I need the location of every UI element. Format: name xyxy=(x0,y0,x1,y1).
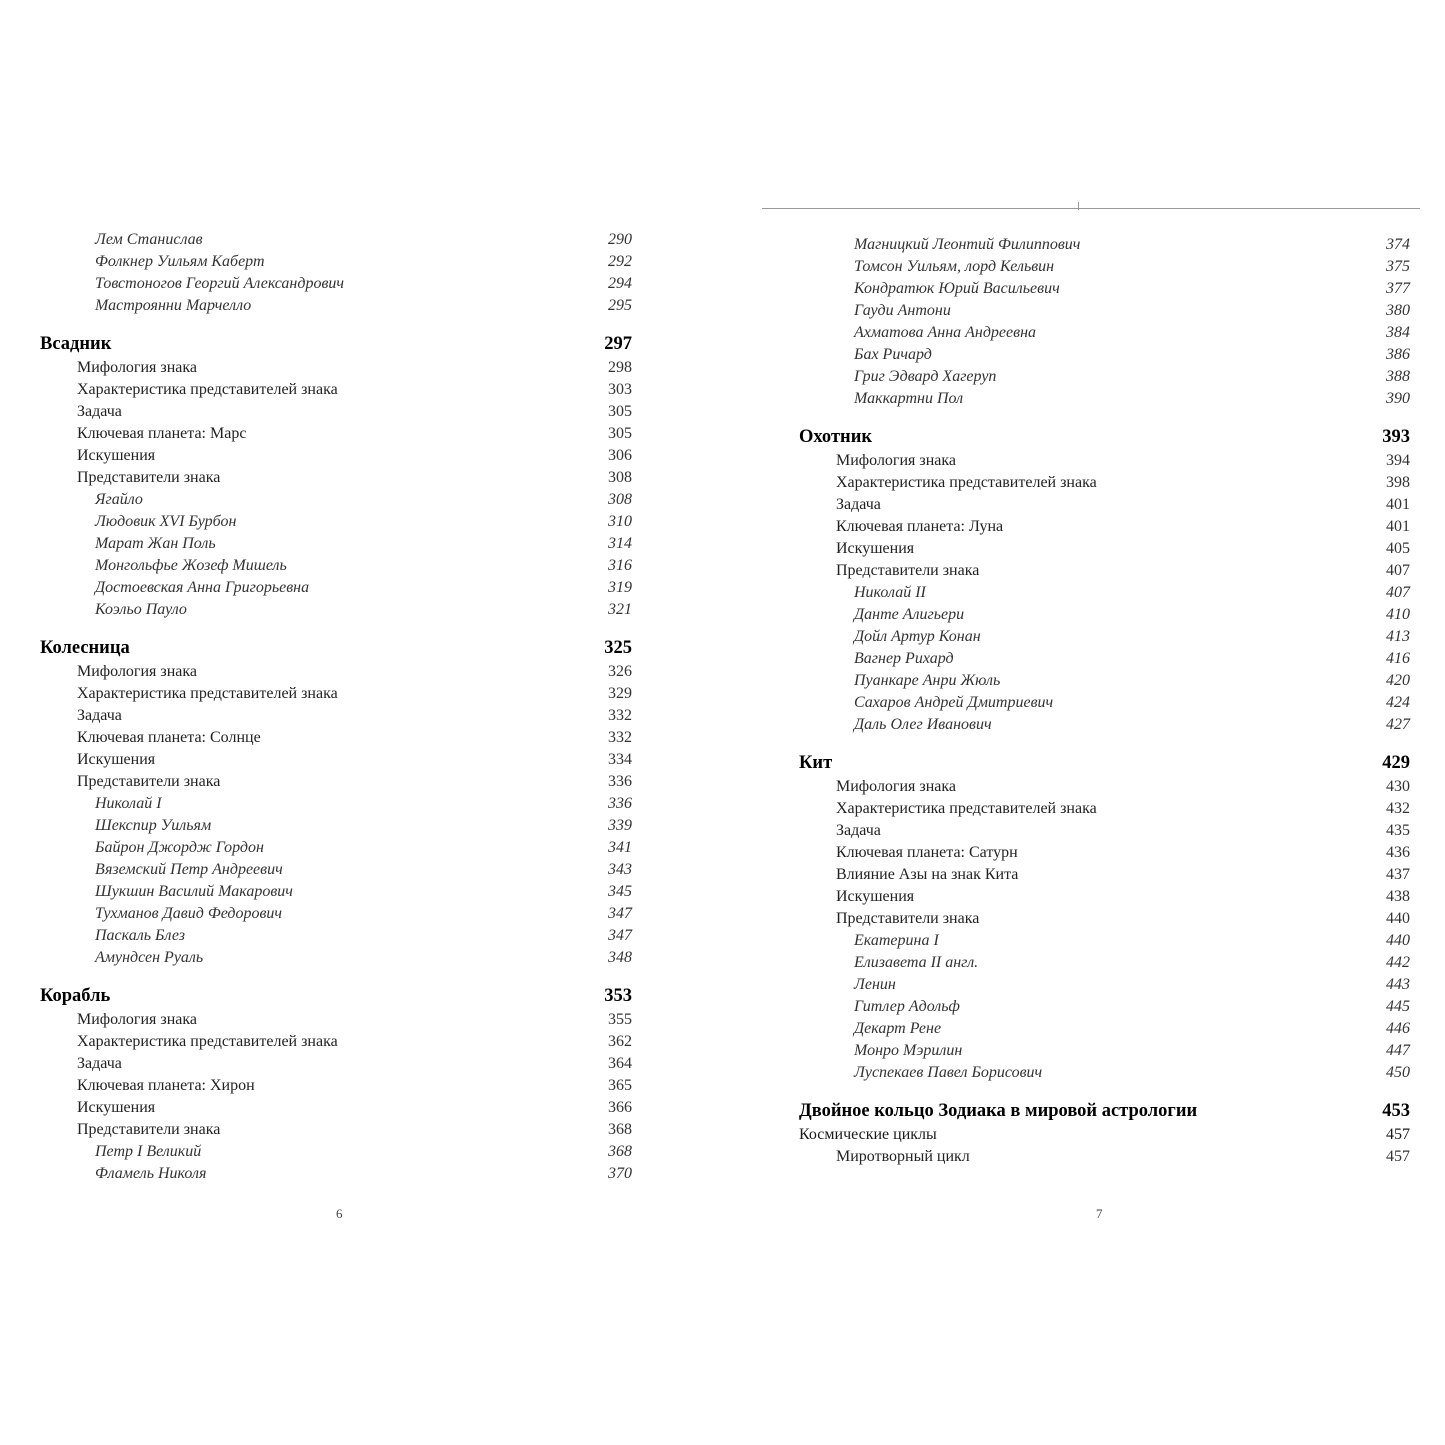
toc-subsection-entry xyxy=(799,776,1410,798)
toc-entry-page: 294 xyxy=(608,275,632,292)
toc-entry-page: 450 xyxy=(1386,1064,1410,1081)
toc-entry-title: Монро Мэрилин xyxy=(854,1042,963,1059)
toc-entry-title: Мифология знака xyxy=(77,663,198,680)
toc-entry-title: Мифология знака xyxy=(836,778,957,795)
toc-entry-page: 341 xyxy=(608,839,632,856)
toc-entry-title: Задача xyxy=(77,707,122,724)
toc-entry-title: Характеристика представителей знака xyxy=(77,381,338,398)
toc-subsection-entry xyxy=(799,450,1410,472)
toc-entry-title: Задача xyxy=(836,822,881,839)
toc-entry-page: 374 xyxy=(1386,236,1410,253)
toc-person-entry xyxy=(799,996,1410,1018)
toc-entry-title: Корабль xyxy=(40,986,111,1006)
section-spacer xyxy=(40,621,632,635)
toc-entry-page: 345 xyxy=(608,883,632,900)
toc-entry-title: Шукшин Василий Макарович xyxy=(95,883,293,900)
toc-entry-page: 355 xyxy=(608,1011,632,1028)
toc-entry-page: 446 xyxy=(1386,1020,1410,1037)
toc-entry-page: 380 xyxy=(1386,302,1410,319)
section-spacer xyxy=(799,1084,1410,1098)
toc-subsection-entry xyxy=(40,749,632,771)
toc-section-entry xyxy=(799,750,1410,776)
toc-entry-title: Петр I Великий xyxy=(95,1143,202,1160)
toc-entry-title: Николай II xyxy=(854,584,926,601)
toc-entry-title: Коэльо Пауло xyxy=(95,601,187,618)
toc-entry-title: Представители знака xyxy=(77,773,221,790)
section-spacer xyxy=(799,410,1410,424)
toc-entry-title: Томсон Уильям, лорд Кельвин xyxy=(854,258,1055,275)
toc-entry-title: Людовик XVI Бурбон xyxy=(95,513,237,530)
toc-entry-title: Монгольфье Жозеф Мишель xyxy=(95,557,287,574)
toc-person-entry xyxy=(799,714,1410,736)
toc-entry-title: Даль Олег Иванович xyxy=(854,716,992,733)
toc-entry-page: 432 xyxy=(1386,800,1410,817)
toc-entry-title: Екатерина I xyxy=(854,932,939,949)
toc-person-entry xyxy=(799,974,1410,996)
toc-subsection-entry xyxy=(799,494,1410,516)
toc-entry-page: 366 xyxy=(608,1099,632,1116)
toc-person-entry xyxy=(40,925,632,947)
toc-subsection-entry xyxy=(40,683,632,705)
toc-entry-title: Всадник xyxy=(40,334,112,354)
toc-entry-title: Паскаль Блез xyxy=(95,927,185,944)
toc-entry-title: Характеристика представителей знака xyxy=(836,800,1097,817)
toc-subsection-entry xyxy=(40,661,632,683)
toc-entry-page: 384 xyxy=(1386,324,1410,341)
toc-entry-page: 429 xyxy=(1382,753,1410,773)
toc-person-entry xyxy=(799,388,1410,410)
toc-entry-title: Задача xyxy=(77,1055,122,1072)
toc-person-entry xyxy=(40,555,632,577)
header-rule-tick xyxy=(1078,202,1079,210)
toc-entry-title: Ленин xyxy=(854,976,896,993)
toc-entry-page: 305 xyxy=(608,403,632,420)
toc-entry-title: Искушения xyxy=(77,751,156,768)
toc-entry-title: Гитлер Адольф xyxy=(854,998,960,1015)
toc-person-entry xyxy=(799,1062,1410,1084)
right-page xyxy=(722,0,1445,1445)
toc-entry-title: Характеристика представителей знака xyxy=(77,685,338,702)
toc-subsection-entry xyxy=(799,886,1410,908)
toc-person-entry xyxy=(799,582,1410,604)
toc-entry-title: Марат Жан Поль xyxy=(95,535,216,552)
toc-entry-title: Байрон Джордж Гордон xyxy=(95,839,264,856)
toc-entry-page: 386 xyxy=(1386,346,1410,363)
toc-entry-page: 390 xyxy=(1386,390,1410,407)
toc-entry-page: 440 xyxy=(1386,910,1410,927)
toc-entry-title: Мифология знака xyxy=(836,452,957,469)
toc-person-entry xyxy=(40,489,632,511)
page-number-right: 7 xyxy=(1096,1206,1103,1221)
toc-entry-title: Григ Эдвард Хагеруп xyxy=(854,368,997,385)
toc-entry-page: 303 xyxy=(608,381,632,398)
toc-entry-page: 332 xyxy=(608,729,632,746)
toc-entry-title: Искушения xyxy=(836,540,915,557)
toc-entry-title: Пуанкаре Анри Жюль xyxy=(854,672,1001,689)
toc-entry-page: 457 xyxy=(1386,1126,1410,1143)
toc-entry-page: 306 xyxy=(608,447,632,464)
toc-entry-title: Тухманов Давид Федорович xyxy=(95,905,283,922)
toc-entry-page: 377 xyxy=(1386,280,1410,297)
toc-subsection-entry xyxy=(40,1119,632,1141)
toc-entry-page: 407 xyxy=(1386,584,1410,601)
toc-entry-page: 440 xyxy=(1386,932,1410,949)
toc-entry-title: Характеристика представителей знака xyxy=(836,474,1097,491)
toc-entry-title: Шекспир Уильям xyxy=(95,817,212,834)
toc-entry-page: 388 xyxy=(1386,368,1410,385)
toc-entry-page: 368 xyxy=(608,1121,632,1138)
table-of-contents-right xyxy=(799,234,1410,1168)
toc-person-entry xyxy=(40,295,632,317)
toc-section-entry xyxy=(40,331,632,357)
toc-person-entry xyxy=(799,1040,1410,1062)
toc-entry-page: 339 xyxy=(608,817,632,834)
toc-entry-page: 416 xyxy=(1386,650,1410,667)
left-page xyxy=(0,0,722,1445)
toc-entry-page: 436 xyxy=(1386,844,1410,861)
toc-entry-page: 457 xyxy=(1386,1148,1410,1165)
toc-entry-title: Ягайло xyxy=(95,491,143,508)
toc-entry-title: Мифология знака xyxy=(77,359,198,376)
toc-subsection-entry xyxy=(40,727,632,749)
toc-entry-title: Представители знака xyxy=(836,562,980,579)
toc-subsection-entry xyxy=(799,864,1410,886)
toc-entry-title: Данте Алигьери xyxy=(854,606,965,623)
toc-entry-page: 348 xyxy=(608,949,632,966)
toc-entry-title: Ахматова Анна Андреевна xyxy=(854,324,1037,341)
toc-person-entry xyxy=(799,322,1410,344)
toc-person-entry xyxy=(799,234,1410,256)
toc-person-entry xyxy=(799,278,1410,300)
toc-entry-page: 298 xyxy=(608,359,632,376)
toc-person-entry xyxy=(799,604,1410,626)
toc-entry-title: Задача xyxy=(836,496,881,513)
toc-section-entry xyxy=(40,635,632,661)
toc-entry-page: 321 xyxy=(608,601,632,618)
toc-entry-title: Космические циклы xyxy=(799,1126,937,1143)
toc-person-entry xyxy=(40,881,632,903)
toc-person-entry xyxy=(799,256,1410,278)
toc-entry-page: 407 xyxy=(1386,562,1410,579)
toc-entry-page: 394 xyxy=(1386,452,1410,469)
toc-entry-title: Представители знака xyxy=(836,910,980,927)
toc-entry-page: 332 xyxy=(608,707,632,724)
toc-entry-page: 420 xyxy=(1386,672,1410,689)
toc-entry-page: 393 xyxy=(1382,427,1410,447)
toc-entry-title: Ключевая планета: Сатурн xyxy=(836,844,1018,861)
toc-entry-page: 347 xyxy=(608,927,632,944)
toc-subsection-entry xyxy=(799,908,1410,930)
toc-entry-title: Искушения xyxy=(77,1099,156,1116)
toc-entry-title: Искушения xyxy=(77,447,156,464)
toc-subsection-entry xyxy=(40,445,632,467)
toc-person-entry xyxy=(40,903,632,925)
toc-person-entry xyxy=(799,300,1410,322)
toc-entry-title: Декарт Рене xyxy=(854,1020,942,1037)
toc-entry-page: 319 xyxy=(608,579,632,596)
toc-entry-title: Задача xyxy=(77,403,122,420)
toc-subsection-entry xyxy=(799,1146,1410,1168)
toc-entry-title: Представители знака xyxy=(77,469,221,486)
toc-entry-title: Дойл Артур Конан xyxy=(854,628,981,645)
toc-person-entry xyxy=(40,1163,632,1185)
toc-entry-title: Луспекаев Павел Борисович xyxy=(854,1064,1043,1081)
toc-subsection-entry xyxy=(40,357,632,379)
header-rule xyxy=(762,208,1420,209)
page-number-left: 6 xyxy=(336,1206,343,1221)
toc-entry-page: 290 xyxy=(608,231,632,248)
toc-entry-title: Ключевая планета: Марс xyxy=(77,425,247,442)
toc-entry-page: 308 xyxy=(608,469,632,486)
toc-entry-title: Амундсен Руаль xyxy=(95,949,204,966)
toc-person-entry xyxy=(40,793,632,815)
toc-entry-page: 427 xyxy=(1386,716,1410,733)
toc-section-entry xyxy=(799,424,1410,450)
toc-entry-page: 424 xyxy=(1386,694,1410,711)
toc-section-entry xyxy=(40,983,632,1009)
toc-entry-title: Вяземский Петр Андреевич xyxy=(95,861,283,878)
toc-entry-title: Бах Ричард xyxy=(854,346,932,363)
toc-entry-page: 443 xyxy=(1386,976,1410,993)
toc-person-entry xyxy=(40,815,632,837)
toc-entry-title: Охотник xyxy=(799,427,873,447)
toc-entry-title: Мастроянни Марчелло xyxy=(95,297,252,314)
toc-entry-title: Маккартни Пол xyxy=(854,390,964,407)
section-spacer xyxy=(799,736,1410,750)
toc-entry-page: 336 xyxy=(608,795,632,812)
toc-entry-title: Достоевская Анна Григорьевна xyxy=(95,579,310,596)
toc-entry-title: Представители знака xyxy=(77,1121,221,1138)
toc-person-entry xyxy=(799,366,1410,388)
toc-entry-page: 370 xyxy=(608,1165,632,1182)
toc-entry-page: 310 xyxy=(608,513,632,530)
toc-entry-page: 438 xyxy=(1386,888,1410,905)
toc-person-entry xyxy=(799,626,1410,648)
toc-entry-page: 353 xyxy=(604,986,632,1006)
toc-subsection-entry xyxy=(40,705,632,727)
toc-entry-title: Колесница xyxy=(40,638,130,658)
toc-person-entry xyxy=(40,273,632,295)
toc-entry-title: Ключевая планета: Хирон xyxy=(77,1077,255,1094)
toc-subsection-entry xyxy=(40,401,632,423)
toc-subsection-entry xyxy=(40,1009,632,1031)
toc-entry-page: 435 xyxy=(1386,822,1410,839)
toc-entry-page: 375 xyxy=(1386,258,1410,275)
toc-entry-page: 364 xyxy=(608,1055,632,1072)
toc-subsection-entry xyxy=(40,423,632,445)
toc-entry-page: 447 xyxy=(1386,1042,1410,1059)
toc-entry-page: 343 xyxy=(608,861,632,878)
toc-entry-page: 308 xyxy=(608,491,632,508)
toc-entry-title: Характеристика представителей знака xyxy=(77,1033,338,1050)
toc-entry-page: 314 xyxy=(608,535,632,552)
toc-entry-page: 326 xyxy=(608,663,632,680)
toc-entry-title: Гауди Антони xyxy=(854,302,951,319)
toc-entry-title: Лем Станислав xyxy=(95,231,203,248)
toc-entry-page: 398 xyxy=(1386,474,1410,491)
toc-entry-page: 453 xyxy=(1382,1101,1410,1121)
toc-entry-page: 316 xyxy=(608,557,632,574)
toc-entry-page: 336 xyxy=(608,773,632,790)
toc-subsection-entry xyxy=(40,379,632,401)
toc-entry-title: Вагнер Рихард xyxy=(854,650,954,667)
toc-entry-page: 437 xyxy=(1386,866,1410,883)
toc-entry-title: Ключевая планета: Луна xyxy=(836,518,1004,535)
toc-person-entry xyxy=(40,577,632,599)
section-spacer xyxy=(40,969,632,983)
toc-entry-title: Фолкнер Уильям Каберт xyxy=(95,253,265,270)
toc-entry-title: Елизавета II англ. xyxy=(854,954,979,971)
toc-subsection-entry xyxy=(799,538,1410,560)
section-spacer xyxy=(40,317,632,331)
toc-subsection-entry xyxy=(799,842,1410,864)
toc-subsection-entry xyxy=(40,1053,632,1075)
toc-entry-page: 401 xyxy=(1386,496,1410,513)
toc-entry-page: 413 xyxy=(1386,628,1410,645)
toc-entry-page: 442 xyxy=(1386,954,1410,971)
toc-person-entry xyxy=(799,692,1410,714)
toc-entry-title: Двойное кольцо Зодиака в мировой астрологии xyxy=(799,1101,1198,1121)
toc-person-entry xyxy=(40,859,632,881)
toc-entry-title: Сахаров Андрей Дмитриевич xyxy=(854,694,1054,711)
toc-entry-title: Искушения xyxy=(836,888,915,905)
toc-person-entry xyxy=(40,511,632,533)
toc-entry-title: Кондратюк Юрий Васильевич xyxy=(854,280,1060,297)
toc-person-entry xyxy=(799,952,1410,974)
toc-person-entry xyxy=(799,648,1410,670)
toc-entry-page: 368 xyxy=(608,1143,632,1160)
toc-subsection-entry xyxy=(40,1097,632,1119)
toc-subsection-entry xyxy=(40,771,632,793)
toc-entry-page: 329 xyxy=(608,685,632,702)
toc-person-entry xyxy=(40,1141,632,1163)
toc-entry-page: 405 xyxy=(1386,540,1410,557)
toc-person-entry xyxy=(799,1018,1410,1040)
toc-entry-page: 365 xyxy=(608,1077,632,1094)
toc-person-entry xyxy=(799,344,1410,366)
toc-entry-page: 292 xyxy=(608,253,632,270)
toc-entry-title: Кит xyxy=(799,753,833,773)
toc-person-entry xyxy=(799,670,1410,692)
toc-subsection-entry xyxy=(799,798,1410,820)
toc-person-entry xyxy=(40,229,632,251)
toc-subsection-entry xyxy=(799,820,1410,842)
toc-entry-page: 347 xyxy=(608,905,632,922)
toc-entry-page: 445 xyxy=(1386,998,1410,1015)
toc-entry-title: Ключевая планета: Солнце xyxy=(77,729,261,746)
toc-entry-title: Товстоногов Георгий Александрович xyxy=(95,275,345,292)
toc-person-entry xyxy=(40,837,632,859)
toc-entry-title: Магницкий Леонтий Филиппович xyxy=(854,236,1081,253)
toc-person-entry xyxy=(799,930,1410,952)
toc-entry-page: 297 xyxy=(604,334,632,354)
toc-entry-page: 334 xyxy=(608,751,632,768)
toc-entry-title: Фламель Николя xyxy=(95,1165,207,1182)
toc-entry-page: 305 xyxy=(608,425,632,442)
toc-section-entry xyxy=(799,1098,1410,1124)
toc-entry-title: Николай I xyxy=(95,795,162,812)
toc-entry-page: 430 xyxy=(1386,778,1410,795)
toc-person-entry xyxy=(40,533,632,555)
table-of-contents-left xyxy=(40,229,632,1185)
toc-person-entry xyxy=(40,599,632,621)
toc-entry-title: Влияние Азы на знак Кита xyxy=(836,866,1019,883)
toc-subsection-entry xyxy=(40,1031,632,1053)
toc-entry-page: 325 xyxy=(604,638,632,658)
toc-subsection-entry xyxy=(799,560,1410,582)
toc-entry-page: 401 xyxy=(1386,518,1410,535)
toc-subsection-entry xyxy=(40,1075,632,1097)
toc-subsection-entry xyxy=(40,467,632,489)
toc-subsection-entry xyxy=(799,1124,1410,1146)
toc-entry-page: 362 xyxy=(608,1033,632,1050)
toc-entry-title: Миротворный цикл xyxy=(836,1148,970,1165)
toc-entry-page: 410 xyxy=(1386,606,1410,623)
toc-entry-page: 295 xyxy=(608,297,632,314)
toc-person-entry xyxy=(40,251,632,273)
toc-subsection-entry xyxy=(799,516,1410,538)
toc-entry-title: Мифология знака xyxy=(77,1011,198,1028)
toc-subsection-entry xyxy=(799,472,1410,494)
toc-person-entry xyxy=(40,947,632,969)
